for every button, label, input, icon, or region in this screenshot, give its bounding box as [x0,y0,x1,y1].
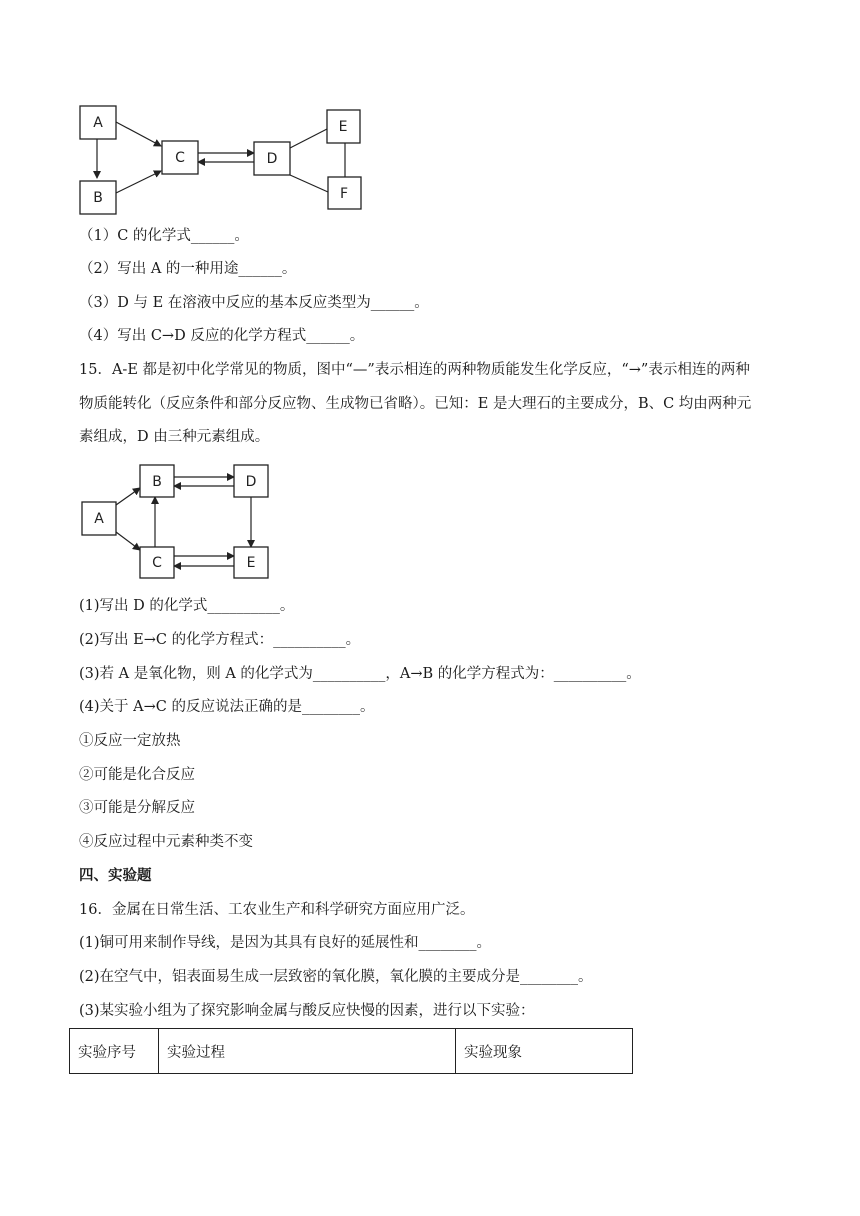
q14-item-3: （3）D 与 E 在溶液中反应的基本反应类型为______。 [79,295,429,311]
table-header-cell: 实验现象 [456,1029,633,1074]
section-heading: 四、实验题 [79,868,152,884]
q15-stem-line-2: 物质能转化（反应条件和部分反应物、生成物已省略）。已知：E 是大理石的主要成分，B、C 均由两种元 [79,396,752,412]
diagram-2 [0,455,860,595]
node2-c-label: C [152,555,162,571]
node2-a-label: A [94,511,104,527]
q16-stem: 16．金属在日常生活、工农业生产和科学研究方面应用广泛。 [79,902,475,918]
table-header-cell: 实验序号 [70,1029,159,1074]
node2-e-label: E [246,555,256,571]
node-f-label: F [339,186,349,202]
diagram-1 [0,0,860,220]
q14-item-4: （4）写出 C→D 反应的化学方程式______。 [79,328,365,344]
q16-item-1: (1)铜可用来制作导线，是因为其具有良好的延展性和________。 [79,935,492,951]
node-d-label: D [266,151,278,167]
q15-item-3: (3)若 A 是氧化物，则 A 的化学式为__________，A→B 的化学方程式为：__________。 [79,666,641,682]
q14-item-1: （1）C 的化学式______。 [79,228,249,244]
experiment-table [69,1028,633,1074]
q16-item-3: (3)某实验小组为了探究影响金属与酸反应快慢的因素，进行以下实验： [79,1003,535,1019]
table-header-cell: 实验过程 [159,1029,456,1074]
q15-option-3: ③可能是分解反应 [79,800,195,816]
edge-d-f [290,175,328,192]
node-c-label: C [175,150,185,166]
edge-a-c [116,122,161,146]
node-a-label: A [93,115,103,131]
q15-item-1: (1)写出 D 的化学式__________。 [79,598,295,614]
node2-d-label: D [245,474,257,490]
edge-d-e [290,129,327,148]
q14-item-2: （2）写出 A 的一种用途______。 [79,261,297,277]
q15-option-4: ④反应过程中元素种类不变 [79,834,253,850]
q15-stem-line-3: 素组成，D 由三种元素组成。 [79,429,270,445]
node-b-label: B [93,190,103,206]
node-e-label: E [338,119,348,135]
q15-item-2: (2)写出 E→C 的化学方程式：__________。 [79,632,361,648]
node2-b-label: B [152,474,162,490]
edge2-a-b [116,488,140,505]
edge2-a-c [116,532,140,550]
q15-stem-line-1: 15．A-E 都是初中化学常见的物质，图中“—”表示相连的两种物质能发生化学反应，“→”表示相连的两种 [79,362,750,378]
q15-option-2: ②可能是化合反应 [79,767,195,783]
edge-b-c [116,171,161,193]
table-header-row [70,1029,633,1074]
q16-item-2: (2)在空气中，铝表面易生成一层致密的氧化膜，氧化膜的主要成分是________。 [79,969,593,985]
q15-item-4: (4)关于 A→C 的反应说法正确的是________。 [79,699,375,715]
q15-option-1: ①反应一定放热 [79,733,181,749]
